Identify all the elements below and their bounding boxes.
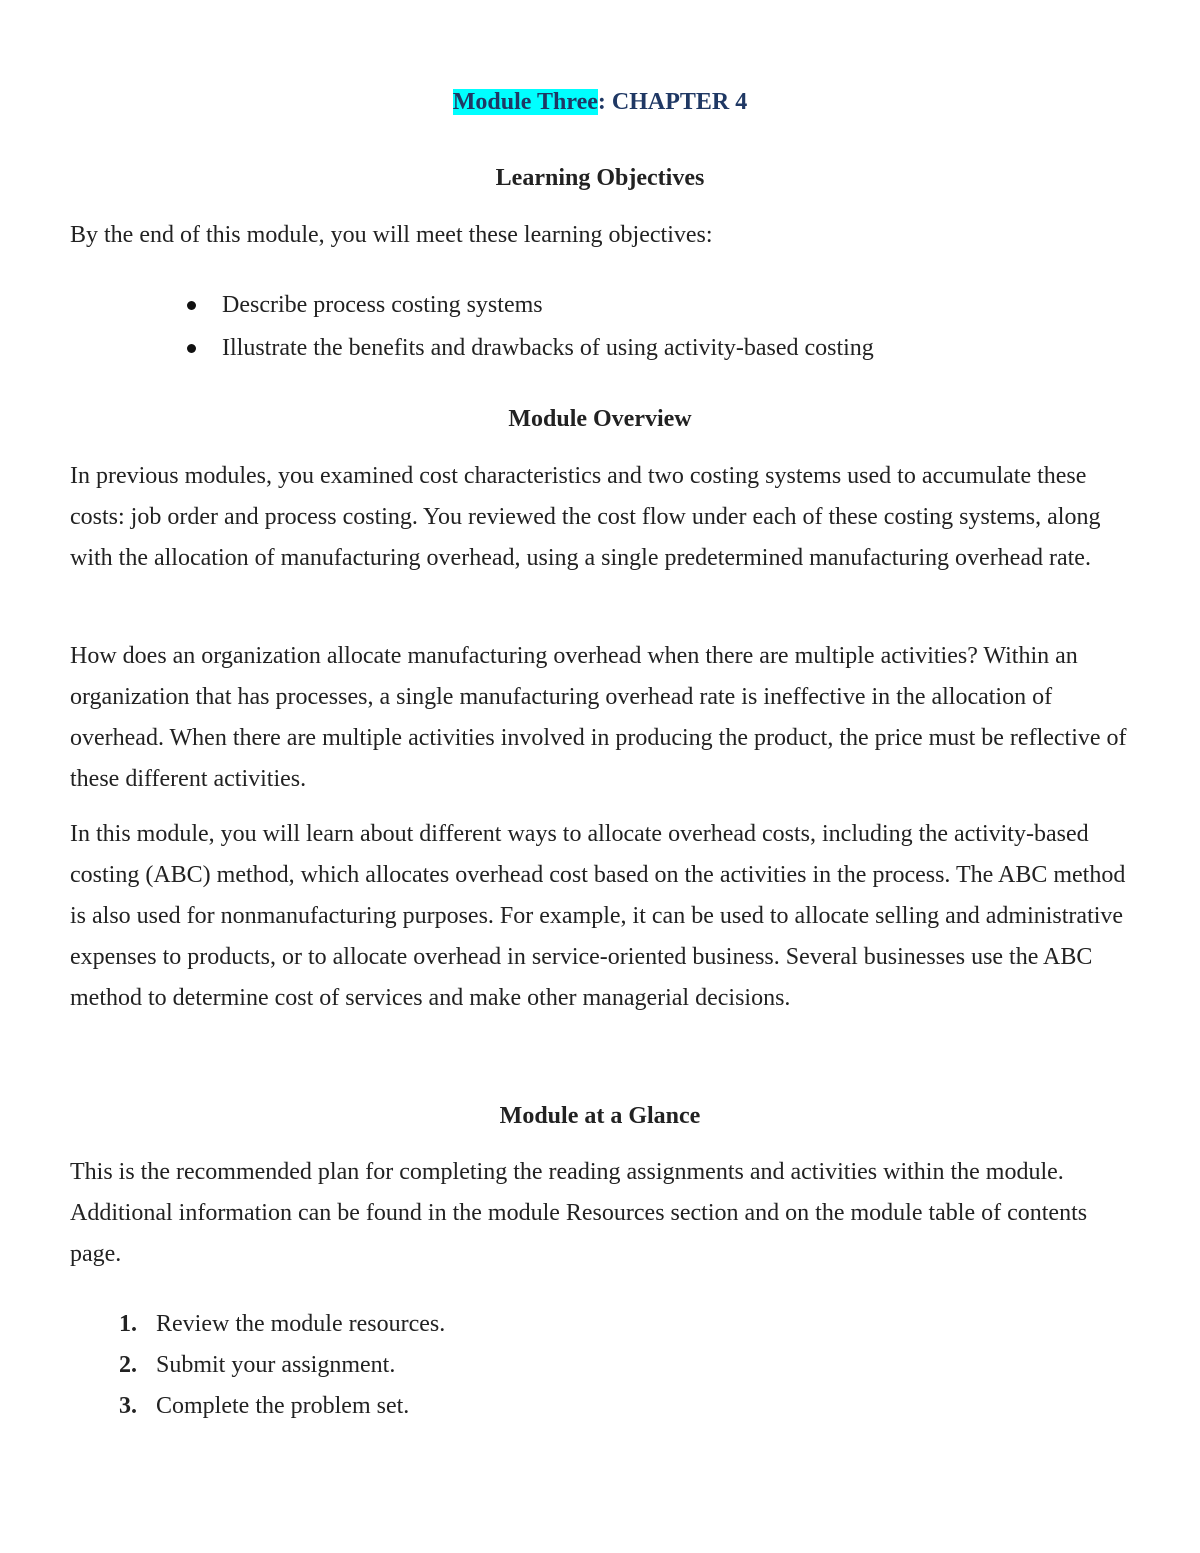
objective-text: Illustrate the benefits and drawbacks of using activity-based costing xyxy=(222,335,874,361)
learning-objectives-intro: By the end of this module, you will meet these learning objectives: xyxy=(70,222,713,248)
glance-intro: This is the recommended plan for completing the reading assignments and activities within the module. Additional information can be found in the module Resources section and on the module table of contents page. xyxy=(70,1159,1088,1267)
glance-steps-list xyxy=(0,1304,445,1427)
title-highlight: Module Three xyxy=(452,89,598,115)
step-text: Review the module resources. xyxy=(156,1311,446,1337)
bullet-icon xyxy=(187,301,196,310)
step-text: Submit your assignment. xyxy=(156,1352,396,1378)
overview-paragraph-3: In this module, you will learn about different ways to allocate overhead costs, including the activity-based costing (ABC) method, which allocates overhead cost based on the activities in the process. The ABC method is also used for nonmanufacturing purposes. For example, it can be used to allocate selling and administrative expenses to products, or to allocate overhead in service-oriented business. Several businesses use the ABC method to determine cost of services and make other managerial decisions. xyxy=(70,821,1126,1011)
list-item xyxy=(0,1386,445,1427)
module-overview-heading: Module Overview xyxy=(508,406,692,432)
list-item xyxy=(0,327,874,370)
title-chapter: : CHAPTER 4 xyxy=(597,89,748,115)
list-item xyxy=(0,284,874,327)
objective-text: Describe process costing systems xyxy=(222,292,543,318)
list-item xyxy=(0,1304,445,1345)
module-at-a-glance-heading: Module at a Glance xyxy=(499,1103,701,1129)
list-item xyxy=(0,1345,445,1386)
step-number: 3. xyxy=(119,1393,137,1419)
learning-objectives-list xyxy=(0,284,874,370)
learning-objectives-heading: Learning Objectives xyxy=(495,165,705,191)
step-number: 1. xyxy=(119,1311,137,1337)
overview-paragraph-2: How does an organization allocate manufacturing overhead when there are multiple activities? Within an organization that has processes, a single manufacturing overhead rate is ineffective in the allocation of overhead. When there are multiple activities involved in producing the product, the price must be reflective of these different activities. xyxy=(70,643,1127,792)
step-number: 2. xyxy=(119,1352,137,1378)
page-title xyxy=(0,86,1200,118)
step-text: Complete the problem set. xyxy=(156,1393,410,1419)
bullet-icon xyxy=(187,344,196,353)
overview-paragraph-1: In previous modules, you examined cost characteristics and two costing systems used to accumulate these costs: job order and process costing. You reviewed the cost flow under each of these costing systems, along with the allocation of manufacturing overhead, using a single predetermined manufacturing overhead rate. xyxy=(70,463,1101,571)
